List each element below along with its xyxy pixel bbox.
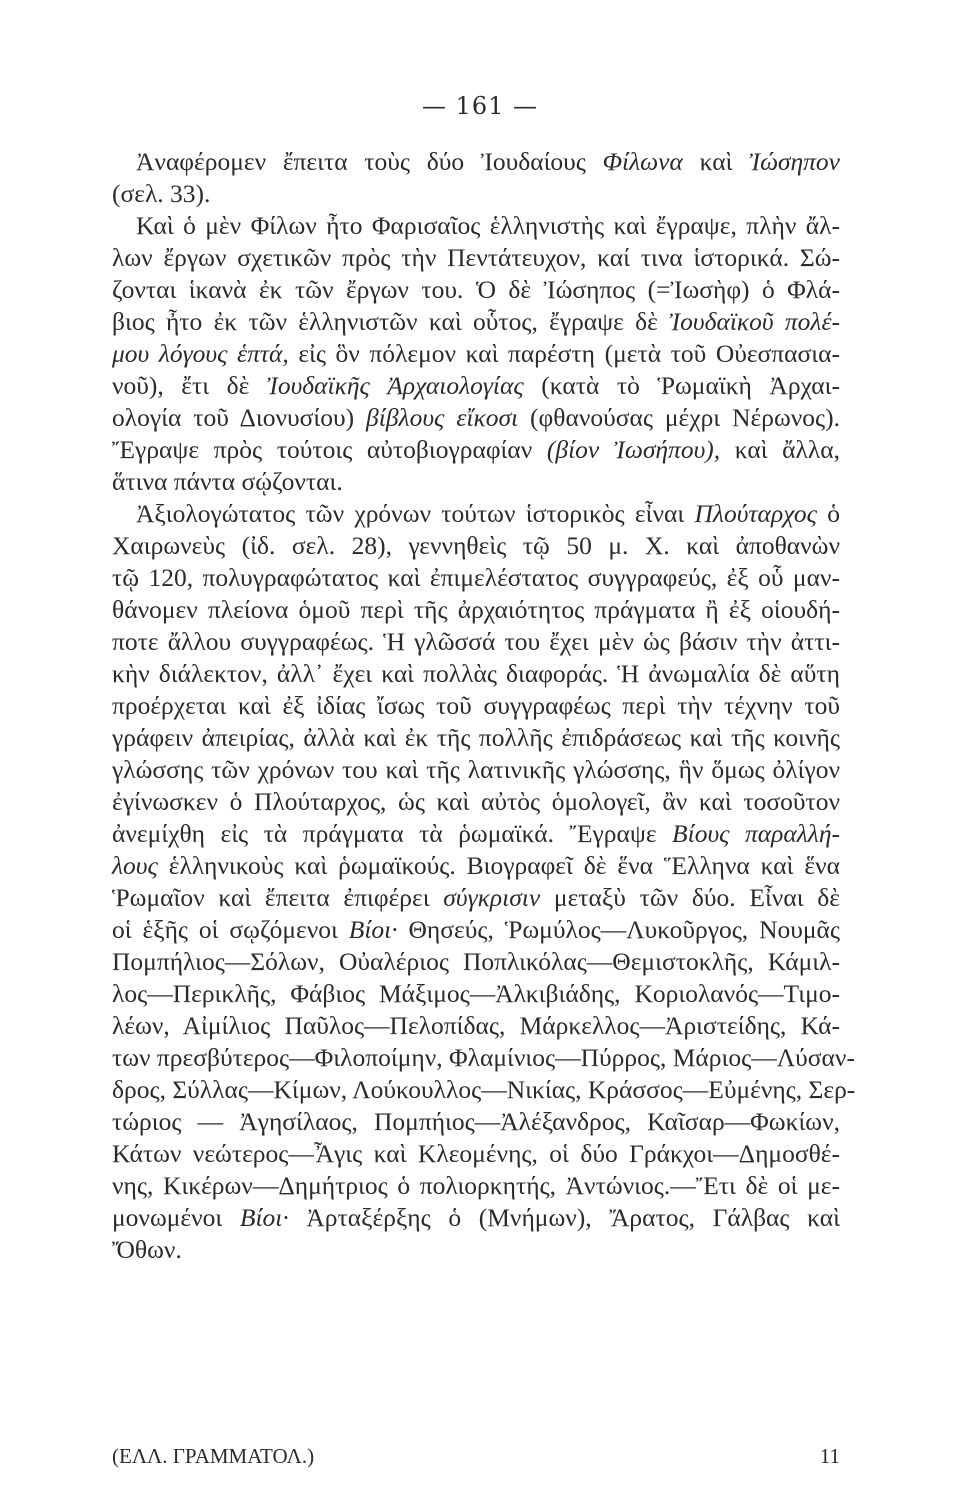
text-span: Ῥωμαῖον καὶ ἔπειτα ἐπιφέρει bbox=[112, 883, 444, 912]
italic-span: Βίοι· bbox=[239, 1203, 289, 1232]
text-line bbox=[112, 434, 840, 466]
text-line bbox=[112, 498, 840, 530]
italic-span: Ἰουδαϊκοῦ πολέ- bbox=[669, 307, 841, 336]
text-span: καὶ bbox=[682, 147, 750, 176]
text-span: βιος ἦτο ἐκ τῶν ἑλληνιστῶν καὶ οὗτος, ἔγραψε δὲ bbox=[112, 307, 670, 336]
text-line bbox=[112, 1234, 840, 1266]
text-span: των πρεσβύτερος—Φιλοποίμην, Φλαμίνιος—Πύρρος, Μάριος—Λύσαν- bbox=[112, 1043, 855, 1072]
text-span: οἱ ἑξῆς οἱ σῳζόμενοι bbox=[112, 915, 349, 944]
text-span: γράφειν ἀπειρίας, ἀλλὰ καὶ ἐκ τῆς πολλῆς ἐπιδράσεως καὶ τῆς κοινῆς bbox=[112, 723, 840, 752]
text-span: λος—Περικλῆς, Φάβιος Μάξιμος—Ἀλκιβιάδης, Κοριολανός—Τιμο- bbox=[112, 979, 840, 1008]
text-span: λέων, Αἰμίλιος Παῦλος—Πελοπίδας, Μάρκελλος—Ἀριστείδης, Κά- bbox=[112, 1011, 840, 1040]
text-line bbox=[112, 562, 840, 594]
italic-span: (βίον Ἰωσήπου), bbox=[546, 435, 721, 464]
text-span: Ἀρταξέρξης ὁ (Μνήμων), Ἄρατος, Γάλβας καὶ bbox=[288, 1203, 840, 1232]
text-line bbox=[112, 306, 840, 338]
text-line bbox=[112, 530, 840, 562]
text-span: ποτε ἄλλου συγγραφέως. Ἡ γλῶσσά του ἔχει μὲν ὡς βάσιν τὴν ἀττι- bbox=[112, 627, 840, 656]
page-number: — 161 — bbox=[421, 92, 539, 120]
text-line bbox=[112, 754, 840, 786]
text-span: προέρχεται καὶ ἐξ ἰδίας ἴσως τοῦ συγγραφέως περὶ τὴν τέχνην τοῦ bbox=[112, 691, 840, 720]
text-span: (σελ. 33). bbox=[112, 179, 211, 208]
text-line bbox=[112, 946, 840, 978]
text-span: καὶ ἄλλα, bbox=[720, 435, 841, 464]
text-line bbox=[112, 818, 840, 850]
text-span: ἅτινα πάντα σῴζονται. bbox=[112, 467, 343, 496]
text-line bbox=[112, 370, 840, 402]
text-line bbox=[112, 1042, 855, 1074]
text-span: ζονται ἱκανὰ ἐκ τῶν ἔργων του. Ὁ δὲ Ἰώσηπος (=Ἰωσὴφ) ὁ Φλά- bbox=[112, 275, 840, 304]
text-span: ἑλληνικοὺς καὶ ῥωμαϊκούς. Βιογραφεῖ δὲ ἕνα Ἕλληνα καὶ ἕνα bbox=[157, 851, 840, 880]
text-line bbox=[112, 658, 840, 690]
text-line bbox=[112, 274, 840, 306]
text-span: ολογία τοῦ Διονυσίου) bbox=[112, 403, 367, 432]
text-span: Πομπήλιος—Σόλων, Οὐαλέριος Ποπλικόλας—Θεμιστοκλῆς, Κάμιλ- bbox=[112, 947, 840, 976]
text-line bbox=[112, 178, 840, 210]
footer bbox=[112, 1444, 840, 1469]
text-line bbox=[112, 1010, 840, 1042]
text-line bbox=[112, 1170, 840, 1202]
text-span: Καὶ ὁ μὲν Φίλων ἦτο Φαρισαῖος ἑλληνιστὴς καὶ ἔγραψε, πλὴν ἄλ- bbox=[136, 211, 840, 240]
text-span: λων ἔργων σχετικῶν πρὸς τὴν Πεντάτευχον, καί τινα ἱστορικά. Σώ- bbox=[112, 243, 840, 272]
text-line bbox=[112, 466, 840, 498]
text-span: μονωμένοι bbox=[112, 1203, 240, 1232]
text-line bbox=[112, 1106, 840, 1138]
italic-span: Πλούταρχος bbox=[694, 499, 817, 528]
text-span: ὁ bbox=[816, 499, 840, 528]
italic-span: βίβλους εἴκοσι bbox=[366, 403, 519, 432]
text-span: κὴν διάλεκτον, ἀλλ᾿ ἔχει καὶ πολλὰς διαφοράς. Ἡ ἀνωμαλία δὲ αὕτη bbox=[112, 659, 840, 688]
text-line bbox=[112, 850, 840, 882]
body-text bbox=[112, 146, 856, 1266]
text-span: δρος, Σύλλας—Κίμων, Λούκουλλος—Νικίας, Κράσσος—Εὐμένης, Σερ- bbox=[112, 1075, 856, 1104]
text-line bbox=[112, 978, 840, 1010]
text-span: Χαιρωνεὺς (ἰδ. σελ. 28), γεννηθεὶς τῷ 50 μ. Χ. καὶ ἀποθανὼν bbox=[112, 531, 840, 560]
italic-span: Βίοι· bbox=[348, 915, 398, 944]
text-line bbox=[112, 690, 840, 722]
text-span: (φθανούσας μέχρι Νέρωνος). bbox=[518, 403, 840, 432]
text-line bbox=[112, 242, 840, 274]
text-line bbox=[112, 1202, 840, 1234]
text-span: εἰς ὃν πόλεμον καὶ παρέστη (μετὰ τοῦ Οὐεσπασια- bbox=[288, 339, 841, 368]
text-span: τῷ 120, πολυγραφώτατος καὶ ἐπιμελέστατος συγγραφεύς, ἐξ οὗ μαν- bbox=[112, 563, 840, 592]
text-line bbox=[112, 914, 840, 946]
text-span: νης, Κικέρων—Δημήτριος ὁ πολιορκητής, Ἀντώνιος.—Ἔτι δὲ οἱ με- bbox=[112, 1171, 840, 1200]
text-line bbox=[112, 1138, 840, 1170]
text-span: Κάτων νεώτερος—Ἆγις καὶ Κλεομένης, οἱ δύο Γράκχοι—Δημοσθέ- bbox=[112, 1139, 840, 1168]
text-span: Ἔγραψε πρὸς τούτοις αὐτοβιογραφίαν bbox=[112, 435, 547, 464]
text-span: Ἀναφέρομεν ἔπειτα τοὺς δύο Ἰουδαίους bbox=[136, 147, 603, 176]
text-line bbox=[112, 146, 840, 178]
italic-span: Ἰώσηπον bbox=[749, 147, 840, 176]
text-line bbox=[112, 210, 840, 242]
text-span: τώριος — Ἀγησίλαος, Πομπήιος—Ἀλέξανδρος, Καῖσαρ—Φωκίων, bbox=[112, 1107, 840, 1136]
text-line bbox=[112, 882, 840, 914]
italic-span: μου λόγους ἑπτά, bbox=[112, 339, 289, 368]
gathering-number: 11 bbox=[819, 1444, 840, 1468]
text-line bbox=[112, 1074, 856, 1106]
text-span: ἀνεμίχθη εἰς τὰ πράγματα τὰ ῥωμαϊκά. Ἔγραψε bbox=[112, 819, 673, 848]
text-line bbox=[112, 626, 840, 658]
text-span: νοῦ), ἔτι δὲ bbox=[112, 371, 267, 400]
text-span: μεταξὺ τῶν δύο. Εἶναι δὲ bbox=[540, 883, 841, 912]
text-line bbox=[112, 402, 840, 434]
text-span: γλώσσης τῶν χρόνων του καὶ τῆς λατινικῆς γλώσσης, ἣν ὅμως ὀλίγον bbox=[112, 755, 840, 784]
italic-span: Βίους παραλλή- bbox=[672, 819, 840, 848]
text-line bbox=[112, 338, 840, 370]
text-span: ἐγίνωσκεν ὁ Πλούταρχος, ὡς καὶ αὐτὸς ὁμολογεῖ, ἂν καὶ τοσοῦτον bbox=[112, 787, 840, 816]
italic-span: Ἰουδαϊκῆς Ἀρχαιολογίας bbox=[266, 371, 524, 400]
text-line bbox=[112, 786, 840, 818]
text-line bbox=[112, 594, 840, 626]
text-span: Ὄθων. bbox=[112, 1235, 182, 1264]
signature-mark: (ΕΛΛ. ΓΡΑΜΜΑΤΟΛ.) bbox=[112, 1444, 315, 1468]
text-span: (κατὰ τὸ Ῥωμαϊκὴ Ἀρχαι- bbox=[523, 371, 841, 400]
text-span: θάνομεν πλείονα ὁμοῦ περὶ τῆς ἀρχαιότητος πράγματα ἢ ἐξ οἱουδή- bbox=[112, 595, 840, 624]
text-span: Ἀξιολογώτατος τῶν χρόνων τούτων ἱστορικὸς εἶναι bbox=[136, 499, 695, 528]
italic-span: Φίλωνα bbox=[602, 147, 683, 176]
italic-span: σύγκρισιν bbox=[443, 883, 541, 912]
text-span: Θησεύς, Ῥωμύλος—Λυκοῦργος, Νουμᾶς bbox=[397, 915, 840, 944]
italic-span: λους bbox=[112, 851, 158, 880]
text-line bbox=[112, 722, 840, 754]
